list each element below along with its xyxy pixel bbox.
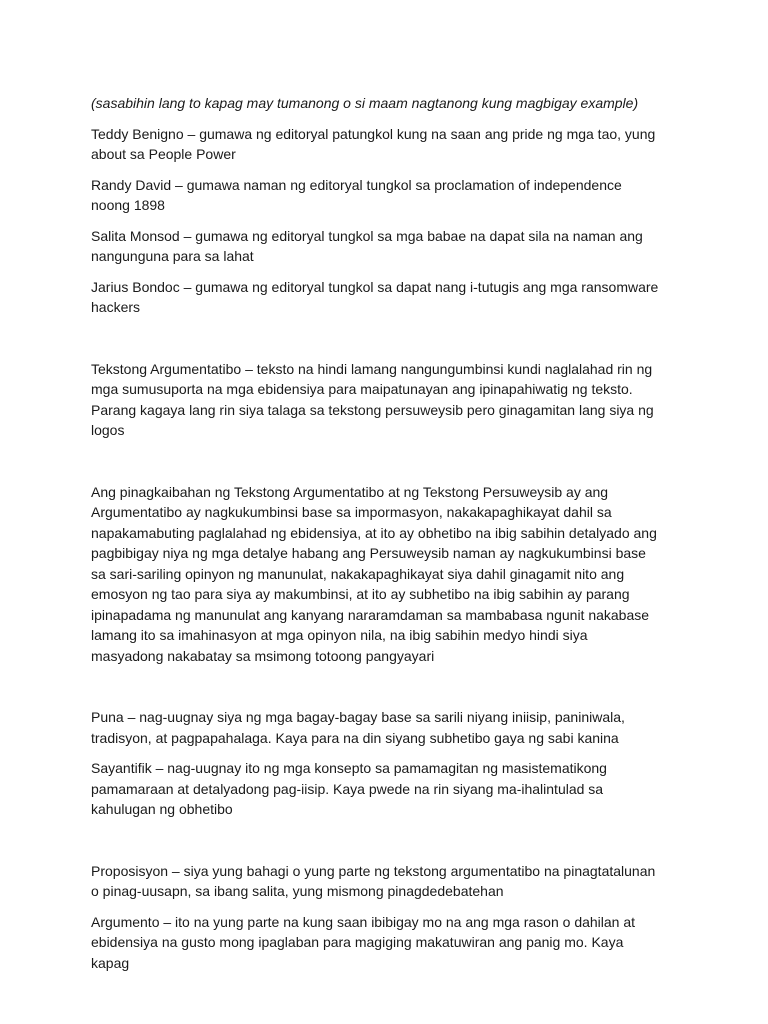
document-page [91, 93, 661, 973]
paragraph-proposisyon: Proposisyon – siya yung bahagi o yung parte ng tekstong argumentatibo na pinagtatalunan o pinag-uusapn, sa ibang salita, yung mismong pinagdedebatehan [91, 862, 656, 899]
example-salita-monsod: Salita Monsod – gumawa ng editoryal tungkol sa mga babae na dapat sila na naman ang nangunguna para sa lahat [91, 227, 643, 264]
paragraph-tekstong-argumentatibo: Tekstong Argumentatibo – teksto na hindi lamang nangungumbinsi kundi naglalahad rin ng mga sumusuporta na mga ebidensiya para maipatunayan ang ipinapahiwatig ng teksto. Parang kagaya lang rin siya talaga sa tekstong persuweysib pero ginagamitan lang siya ng logos [91, 360, 654, 438]
paragraph-sayantifik: Sayantifik – nag-uugnay ito ng mga konsepto sa pamamagitan ng masistematikong pamamaraan at detalyadong pag-iisip. Kaya pwede na rin siyang ma-ihalintulad sa kahulugan ng obhetibo [91, 760, 607, 817]
paragraph-pagkakaiba: Ang pinagkaibahan ng Tekstong Argumentatibo at ng Tekstong Persuweysib ay ang Argumentatibo ay nagkukumbinsi base sa impormasyon, nakakapaghikayat dahil sa napakamabuting paglalahad ng ebidensiya, at ito ay obhetibo na ibig sabihin detalyado ang pagbibigay niya ng mga detalye habang ang Persuweysib naman ay nagkukumbinsi base sa sari-sariling opinyon ng manunulat, nakakapaghikayat siya dahil ginagamit nito ang emosyon ng tao para siya ay makumbinsi, at ito ay subhetibo na ibig sabihin ay parang ipinapadama ng manunulat ang kanyang nararamdaman sa mambabasa ngunit nakabase lamang ito sa imahinasyon at mga opinyon nila, na ibig sabihin medyo hindi siya masyadong nakabatay sa msimong totoong pangyayari [91, 483, 657, 664]
italic-note: (sasabihin lang to kapag may tumanong o si maam nagtanong kung magbigay example) [91, 95, 639, 111]
paragraph-argumento: Argumento – ito na yung parte na kung saan ibibigay mo na ang mga rason o dahilan at ebidensiya na gusto mong ipaglaban para magiging makatuwiran ang panig mo. Kaya kapag [91, 913, 636, 971]
example-randy-david: Randy David – gumawa naman ng editoryal tungkol sa proclamation of independence noong 1898 [91, 176, 622, 213]
example-jarius-bondoc: Jarius Bondoc – gumawa ng editoryal tungkol sa dapat nang i-tutugis ang mga ransomware hackers [91, 278, 659, 315]
example-teddy-benigno: Teddy Benigno – gumawa ng editoryal patungkol kung na saan ang pride ng mga tao, yung about sa People Power [91, 125, 656, 162]
paragraph-puna: Puna – nag-uugnay siya ng mga bagay-bagay base sa sarili niyang iniisip, paniniwala, tradisyon, at pagpapahalaga. Kaya para na din siyang subhetibo gaya ng sabi kanina [91, 709, 625, 746]
